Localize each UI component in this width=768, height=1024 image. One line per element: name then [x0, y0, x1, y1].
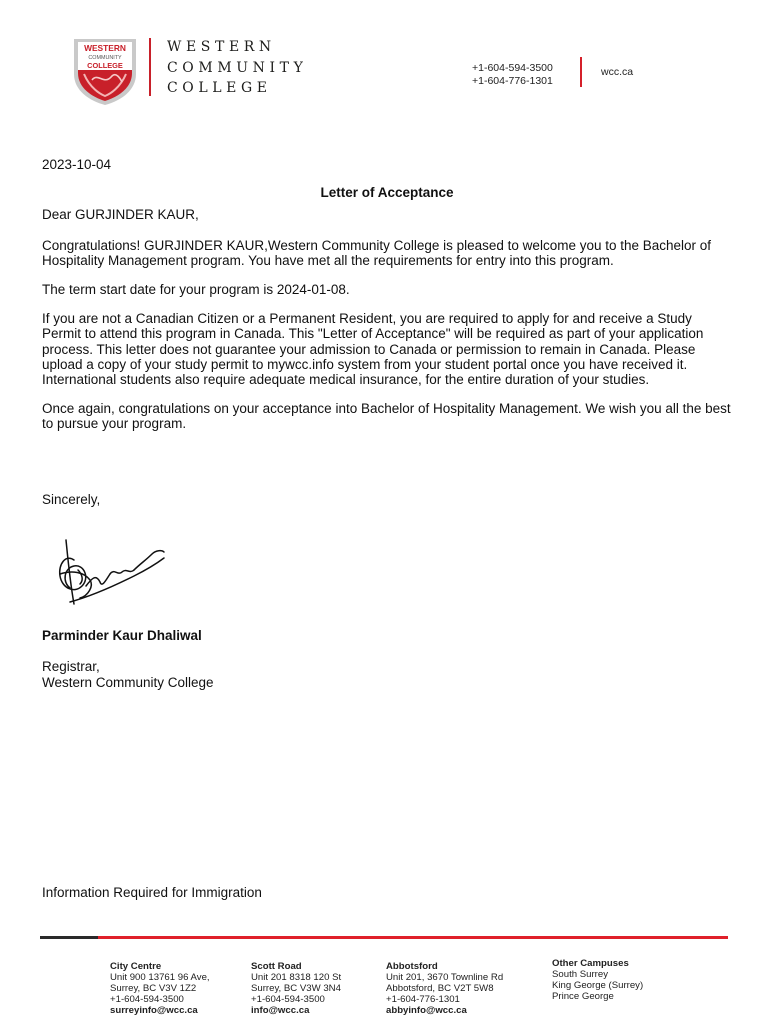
campus-name: City Centre [110, 961, 162, 972]
college-wordmark [167, 37, 307, 99]
header-phones [472, 62, 553, 87]
campus-address-line: Unit 201 8318 120 St [251, 972, 342, 983]
paragraph-closing-wishes: Once again, congratulations on your acceptance into Bachelor of Hospitality Management. We wish you all the best to pursue your program. [42, 401, 731, 432]
immigration-note: Information Required for Immigration [42, 885, 262, 900]
website-link[interactable]: wcc.ca [601, 66, 634, 78]
logo-text-community: COMMUNITY [88, 55, 122, 61]
paragraph-study-permit: If you are not a Canadian Citizen or a Permanent Resident, you are required to apply for and receive a Study Permit to attend this program in Canada. This "Letter of Acceptance" will be required as part of your application process. This letter does not guarantee your admission to Canada or permission to remain in Canada. Please upload a copy of your study permit to mywcc.info system from your student portal once you have received it. International students also require adequate medical insurance, for the entire duration of your studies. [42, 311, 704, 388]
signer-name: Parminder Kaur Dhaliwal [42, 628, 202, 643]
phone-number: +1-604-594-3500 [472, 62, 553, 74]
campus-name: Other Campuses [552, 958, 629, 969]
campus-address-line: Abbotsford, BC V2T 5W8 [386, 983, 494, 994]
campus-list-item: King George (Surrey) [552, 980, 644, 991]
wordmark-line: WESTERN [167, 39, 276, 55]
campus-address-line: Unit 201, 3670 Townline Rd [386, 972, 504, 983]
letter-title: Letter of Acceptance [320, 185, 454, 201]
campus-address-line: Surrey, BC V3W 3N4 [251, 983, 341, 994]
letter-date: 2023-10-04 [42, 157, 112, 172]
paragraph-start-date: The term start date for your program is 2024-01-08. [42, 282, 350, 298]
footer-campus-abbotsford [386, 961, 503, 1016]
campus-phone: +1-604-594-3500 [251, 994, 325, 1005]
signer-title: Registrar, [42, 659, 100, 674]
wordmark-line: COLLEGE [167, 80, 272, 96]
campus-email-link[interactable]: info@wcc.ca [251, 1005, 310, 1016]
footer-rule-dark [40, 936, 98, 939]
logo-text-college: COLLEGE [87, 61, 123, 70]
footer-other-campuses [552, 958, 643, 1002]
campus-email-link[interactable]: abbyinfo@wcc.ca [386, 1005, 467, 1016]
footer-campus-scott-road [251, 961, 341, 1016]
handwritten-signature [52, 530, 170, 612]
footer-rule-red [98, 936, 728, 939]
campus-list-item: South Surrey [552, 969, 608, 980]
closing: Sincerely, [42, 492, 101, 507]
campus-list-item: Prince George [552, 991, 614, 1002]
header-contact-divider [580, 57, 582, 87]
wordmark-line: COMMUNITY [167, 59, 308, 76]
salutation: Dear GURJINDER KAUR, [42, 207, 199, 223]
campus-email-link[interactable]: surreyinfo@wcc.ca [110, 1005, 198, 1016]
campus-name: Abbotsford [386, 961, 438, 972]
campus-address-line: Unit 900 13761 96 Ave, [110, 972, 210, 983]
phone-number: +1-604-776-1301 [472, 74, 553, 87]
college-crest-logo [72, 36, 138, 106]
campus-name: Scott Road [251, 961, 302, 972]
campus-phone: +1-604-594-3500 [110, 994, 184, 1005]
campus-address-line: Surrey, BC V3V 1Z2 [110, 983, 197, 994]
footer-campus-city-centre [110, 961, 210, 1016]
signer-organization: Western Community College [42, 675, 214, 690]
header-divider [149, 38, 151, 96]
letter-body [42, 157, 732, 446]
paragraph-congratulations: Congratulations! GURJINDER KAUR,Western Community College is pleased to welcome you to the Bachelor of Hospitality Management program. You have met all the requirements for entry into this program. [42, 237, 712, 268]
signer-role-block [42, 659, 214, 691]
logo-text-western: WESTERN [84, 43, 126, 53]
campus-phone: +1-604-776-1301 [386, 994, 460, 1005]
